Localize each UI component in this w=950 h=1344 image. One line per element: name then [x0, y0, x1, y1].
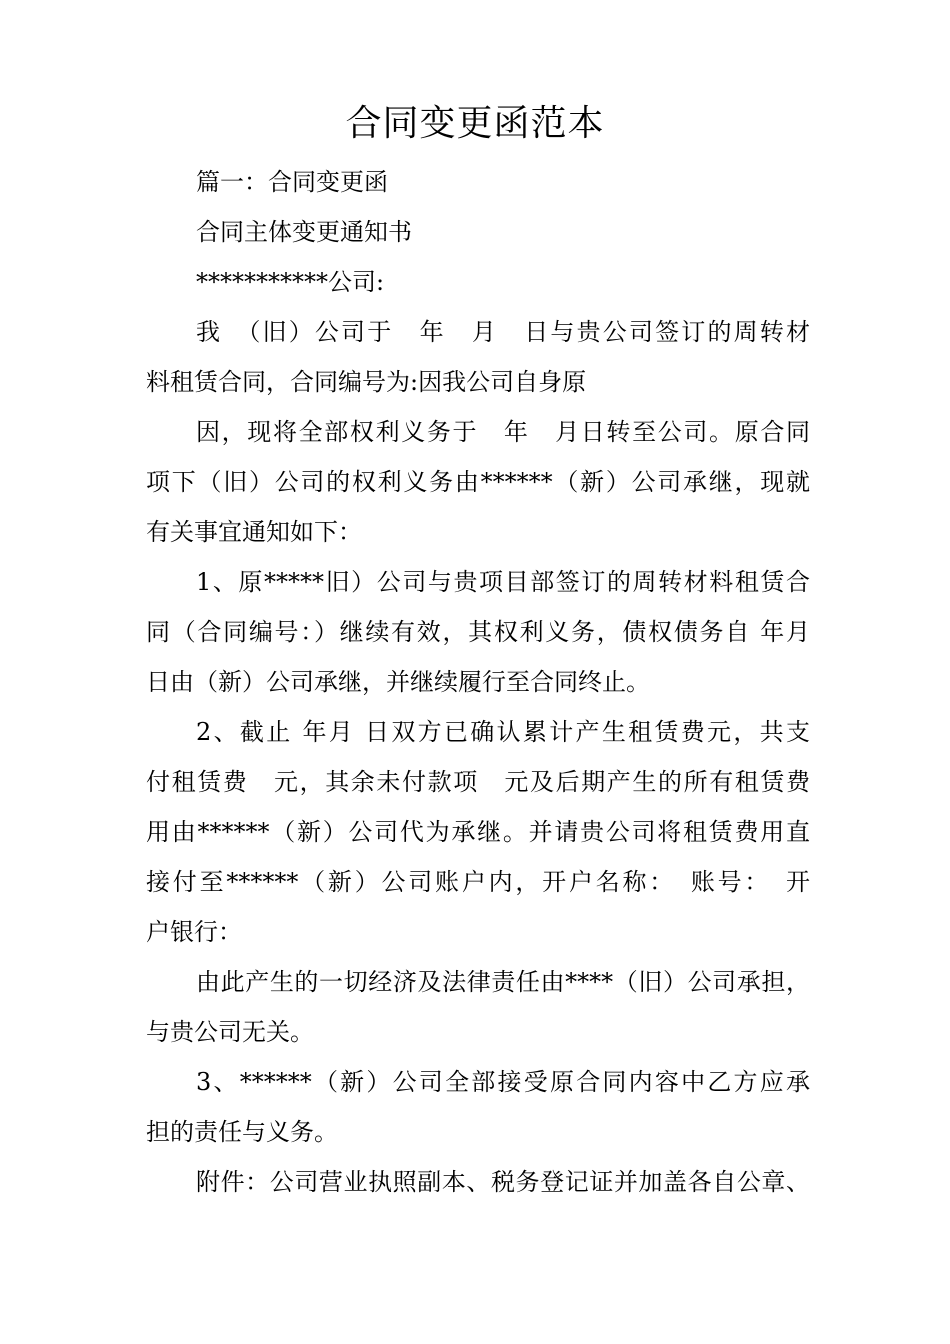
paragraph-line: 料租赁合同，合同编号为:因我公司自身原 — [146, 368, 587, 396]
attachment-line: 附件：公司营业执照副本、税务登记证并加盖各自公章、 — [196, 1168, 810, 1196]
liability-line: 与贵公司无关。 — [146, 1018, 314, 1046]
list-item-2-line: 户银行： — [146, 918, 242, 946]
paragraph-line: 有关事宜通知如下： — [146, 518, 362, 546]
list-item-2-line: 付租赁费 元，其余未付款项 元及后期产生的所有租赁费 — [146, 768, 810, 796]
paragraph-line: 因，现将全部权利义务于 年 月日转至公司。原合同 — [196, 418, 810, 446]
paragraph-line: 项下（旧）公司的权利义务由******（新）公司承继，现就 — [146, 468, 810, 496]
list-item-3-line: 3、******（新）公司全部接受原合同内容中乙方应承 — [196, 1068, 810, 1096]
recipient-line: ***********公司: — [196, 268, 385, 296]
list-item-1-line: 日由（新）公司承继，并继续履行至合同终止。 — [146, 668, 650, 696]
list-item-2-line: 接付至******（新）公司账户内，开户名称： 账号： 开 — [146, 868, 810, 896]
list-item-2-line: 用由******（新）公司代为承继。并请贵公司将租赁费用直 — [146, 818, 810, 846]
list-item-2-line: 2、截止 年月 日双方已确认累计产生租赁费元，共支 — [196, 718, 810, 746]
list-item-3-line: 担的责任与义务。 — [146, 1118, 338, 1146]
section-heading: 篇一：合同变更函 — [196, 168, 388, 196]
list-item-1-line: 1、原*****旧）公司与贵项目部签订的周转材料租赁合 — [196, 568, 810, 596]
liability-line: 由此产生的一切经济及法律责任由****（旧）公司承担， — [196, 968, 810, 996]
list-item-1-line: 同（合同编号：）继续有效，其权利义务，债权债务自 年月 — [146, 618, 810, 646]
paragraph-line: 我 （旧）公司于 年 月 日与贵公司签订的周转材 — [196, 318, 810, 346]
notice-title: 合同主体变更通知书 — [196, 218, 412, 246]
document-title: 合同变更函范本 — [345, 103, 605, 144]
